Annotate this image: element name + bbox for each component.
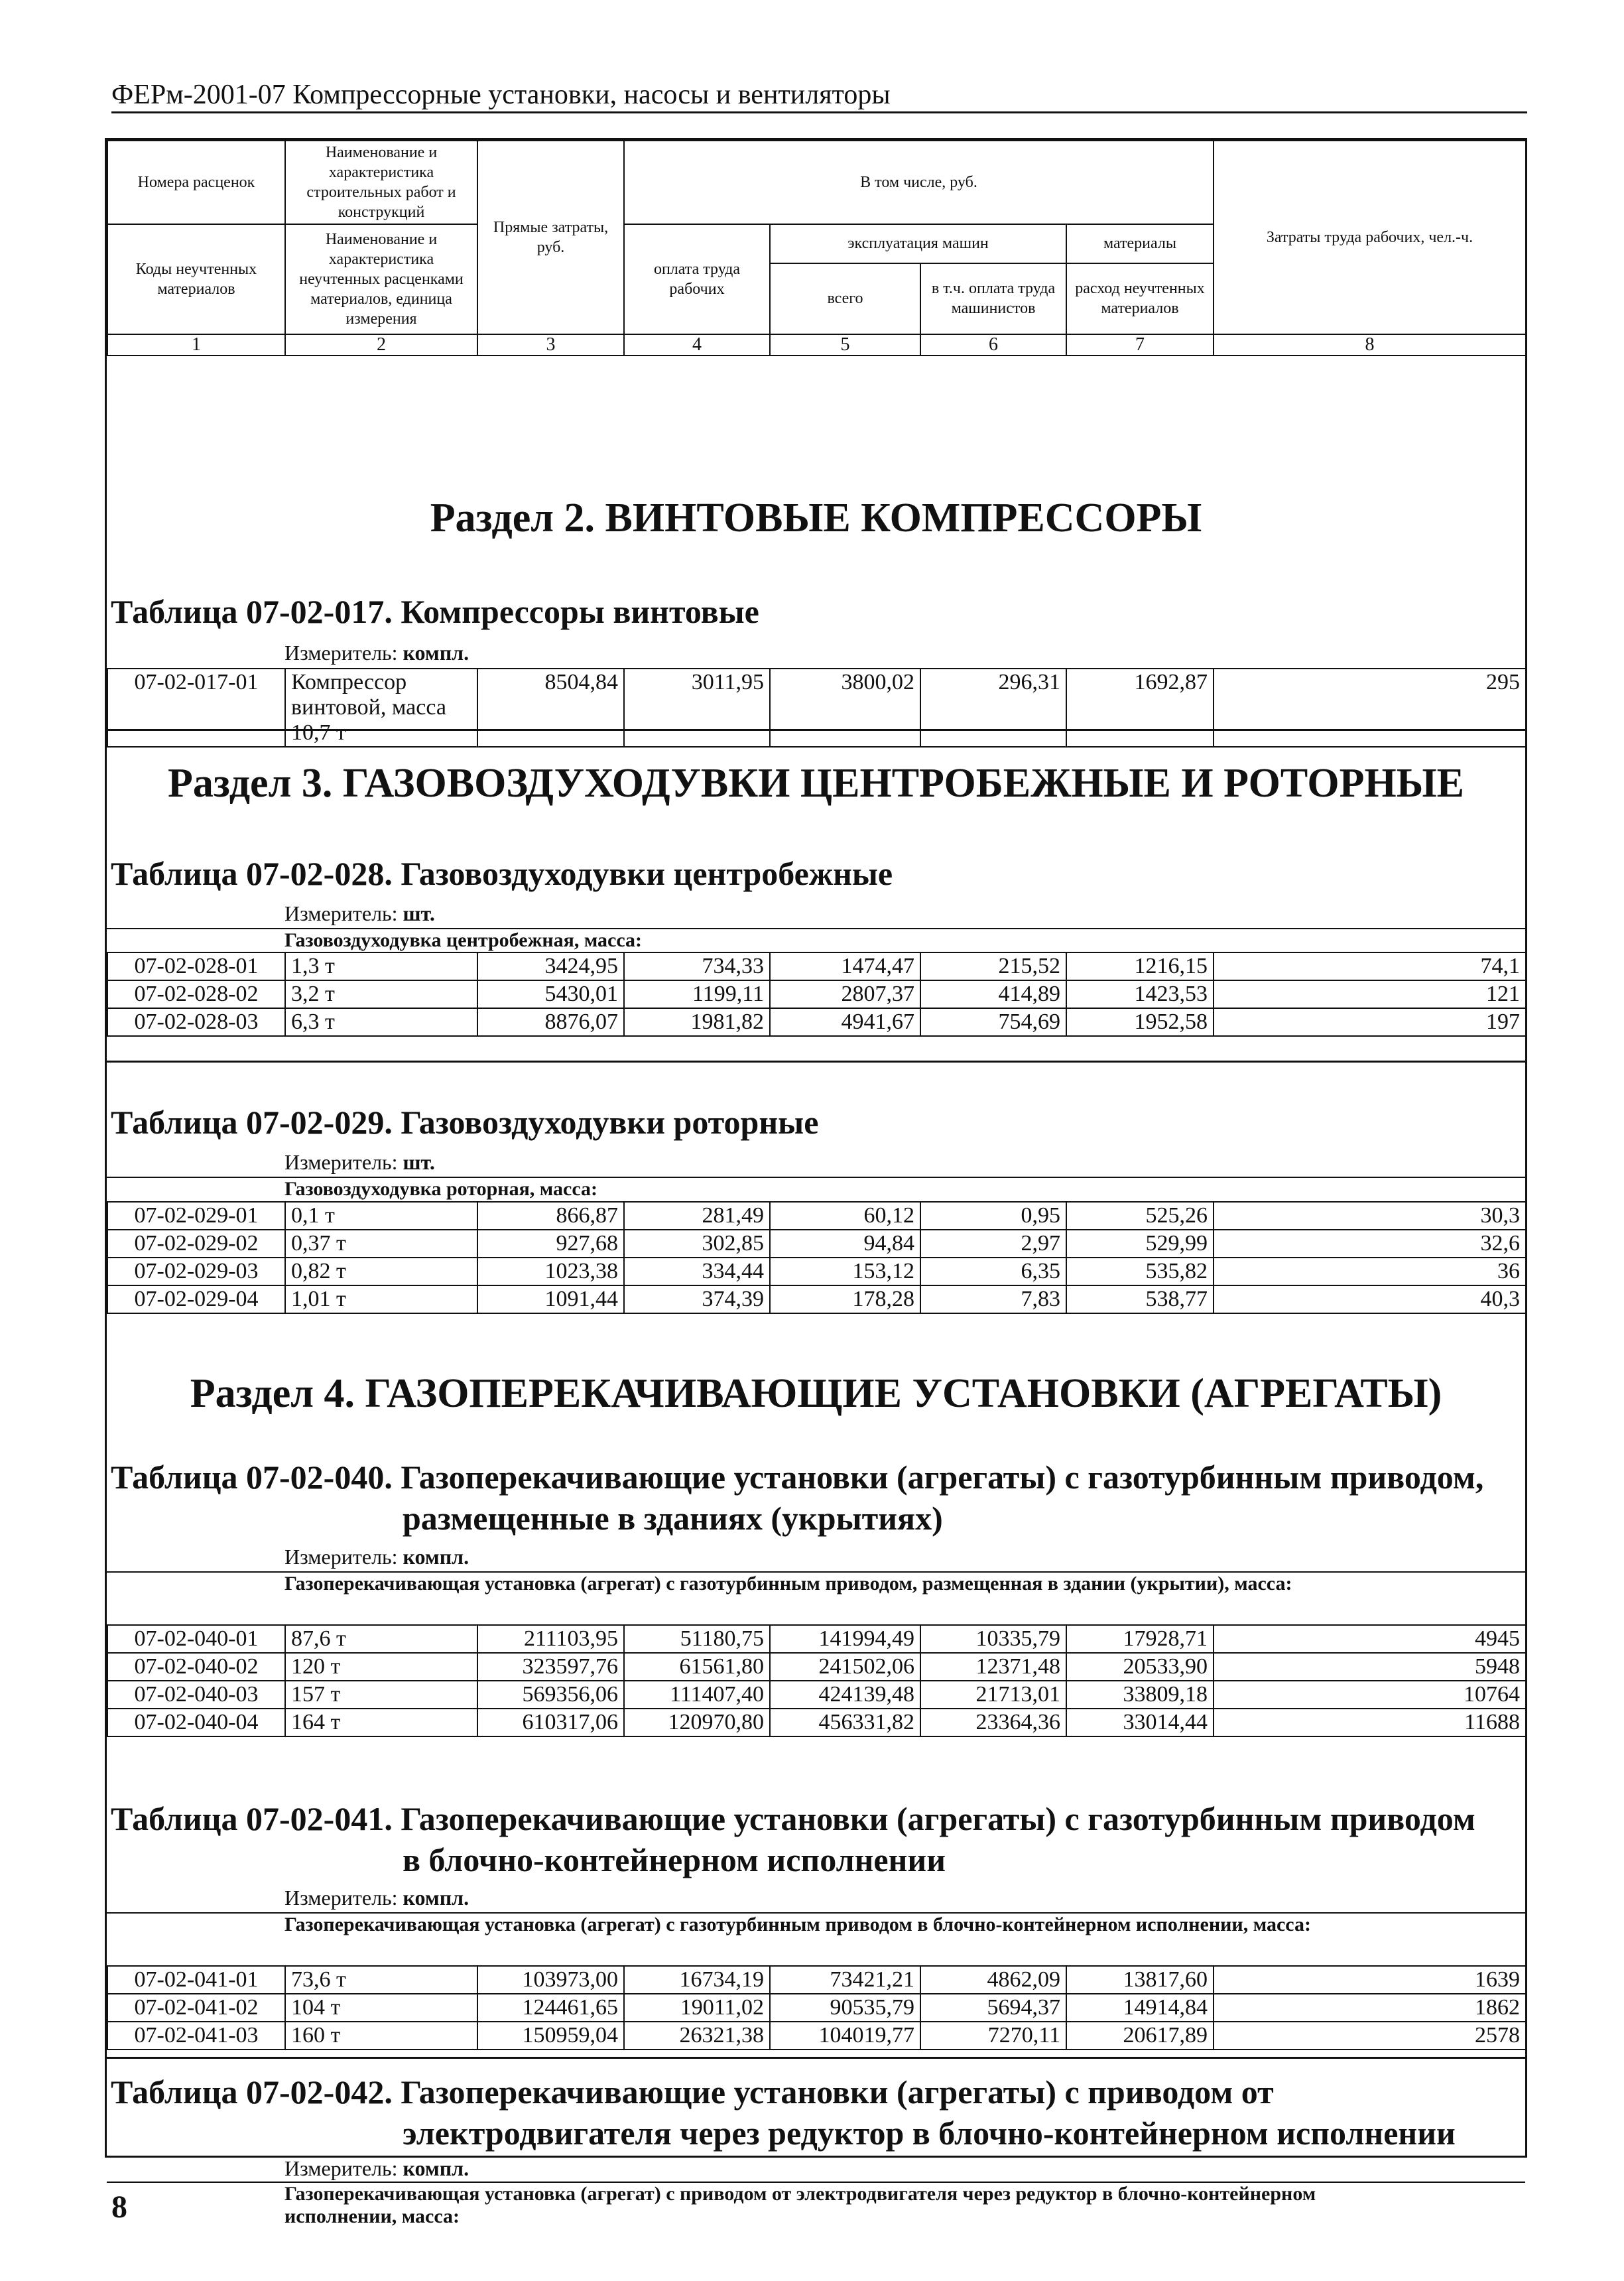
direct-costs-value: 569356,06 — [477, 1681, 624, 1709]
worker-pay-value: 281,49 — [624, 1202, 770, 1230]
column-number: 8 — [1214, 334, 1526, 356]
direct-costs-value: 927,68 — [477, 1230, 624, 1258]
table-040-meter — [284, 1545, 469, 1569]
rate-code: 07-02-029-01 — [107, 1202, 285, 1230]
meter-unit: шт. — [403, 901, 435, 925]
column-number: 4 — [624, 334, 770, 356]
table-row — [107, 1230, 1526, 1258]
direct-costs-value: 3424,95 — [477, 952, 624, 980]
table-row — [107, 1653, 1526, 1681]
materials-value: 1216,15 — [1066, 952, 1214, 980]
table-title-line: Таблица 07-02-042. Газоперекачивающие установки (агрегаты) с приводом от — [111, 2073, 1274, 2111]
labor-costs-value: 10764 — [1214, 1681, 1526, 1709]
rate-code: 07-02-040-02 — [107, 1653, 285, 1681]
rate-name: 3,2 т — [285, 980, 477, 1008]
labor-costs-value: 32,6 — [1214, 1230, 1526, 1258]
table-028-meter — [284, 901, 435, 925]
worker-pay-value: 120970,80 — [624, 1709, 770, 1736]
column-number: 5 — [770, 334, 920, 356]
labor-costs-value: 40,3 — [1214, 1285, 1526, 1313]
materials-value: 20533,90 — [1066, 1653, 1214, 1681]
header-material-codes: Коды неучтенных материалов — [107, 224, 285, 334]
direct-costs-value: 211103,95 — [477, 1625, 624, 1653]
rate-code: 07-02-041-01 — [107, 1966, 285, 1994]
machinist-pay-value: 5694,37 — [920, 1994, 1066, 2022]
machinist-pay-value: 23364,36 — [920, 1709, 1066, 1736]
table-row — [107, 1994, 1526, 2022]
materials-value: 13817,60 — [1066, 1966, 1214, 1994]
direct-costs-value: 610317,06 — [477, 1709, 624, 1736]
direct-costs-value: 1091,44 — [477, 1285, 624, 1313]
table-row — [107, 1625, 1526, 1653]
machinist-pay-value: 414,89 — [920, 980, 1066, 1008]
machinist-pay-value: 7,83 — [920, 1285, 1066, 1313]
labor-costs-value: 4945 — [1214, 1625, 1526, 1653]
machines-total-value: 60,12 — [770, 1202, 920, 1230]
worker-pay-value: 734,33 — [624, 952, 770, 980]
header-material-use: расход неучтенных материалов — [1066, 263, 1214, 334]
machinist-pay-value: 21713,01 — [920, 1681, 1066, 1709]
rate-code: 07-02-028-01 — [107, 952, 285, 980]
table-row — [107, 1258, 1526, 1285]
labor-costs-value: 36 — [1214, 1258, 1526, 1285]
header-work-name: Наименование и характеристика строительных работ и конструкций — [285, 141, 477, 224]
rate-name: 87,6 т — [285, 1625, 477, 1653]
materials-value: 525,26 — [1066, 1202, 1214, 1230]
materials-value: 33014,44 — [1066, 1709, 1214, 1736]
direct-costs-value: 8504,84 — [477, 669, 624, 747]
meter-unit: компл. — [403, 1545, 469, 1569]
labor-costs-value: 5948 — [1214, 1653, 1526, 1681]
labor-costs-value: 2578 — [1214, 2022, 1526, 2050]
rate-code: 07-02-040-04 — [107, 1709, 285, 1736]
materials-value: 17928,71 — [1066, 1625, 1214, 1653]
rate-code: 07-02-040-01 — [107, 1625, 285, 1653]
rate-name: 6,3 т — [285, 1008, 477, 1036]
materials-value: 20617,89 — [1066, 2022, 1214, 2050]
materials-value: 33809,18 — [1066, 1681, 1214, 1709]
labor-costs-value: 295 — [1214, 669, 1526, 747]
machines-total-value: 94,84 — [770, 1230, 920, 1258]
column-number: 3 — [477, 334, 624, 356]
column-number: 1 — [107, 334, 285, 356]
direct-costs-value: 8876,07 — [477, 1008, 624, 1036]
labor-costs-value: 1862 — [1214, 1994, 1526, 2022]
section-3-title: Раздел 3. ГАЗОВОЗДУХОДУВКИ ЦЕНТРОБЕЖНЫЕ И РОТОРНЫЕ — [168, 761, 1464, 806]
table-042-group: Газоперекачивающая установка (агрегат) с приводом от электродвигателя через редуктор в блочно-контейнерном исполнении, масса: — [107, 2182, 1525, 2228]
meter-label: Измеритель: — [284, 901, 398, 925]
table-028-group: Газовоздуходувка центробежная, масса: — [107, 928, 1525, 952]
machines-total-value: 73421,21 — [770, 1966, 920, 1994]
machines-total-value: 1474,47 — [770, 952, 920, 980]
machinist-pay-value: 215,52 — [920, 952, 1066, 980]
column-number: 7 — [1066, 334, 1214, 356]
header-material-names: Наименование и характеристика неучтенных расценками материалов, единица измерения — [285, 224, 477, 334]
machines-total-value: 424139,48 — [770, 1681, 920, 1709]
rate-name: 0,82 т — [285, 1258, 477, 1285]
labor-costs-value: 74,1 — [1214, 952, 1526, 980]
machinist-pay-value: 2,97 — [920, 1230, 1066, 1258]
worker-pay-value: 19011,02 — [624, 1994, 770, 2022]
worker-pay-value: 26321,38 — [624, 2022, 770, 2050]
worker-pay-value: 3011,95 — [624, 669, 770, 747]
table-title-line: Таблица 07-02-041. Газоперекачивающие установки (агрегаты) с газотурбинным приводом — [111, 1800, 1475, 1837]
table-041-meter — [284, 1886, 469, 1910]
rate-name: 0,37 т — [285, 1230, 477, 1258]
rate-name: 160 т — [285, 2022, 477, 2050]
machinist-pay-value: 7270,11 — [920, 2022, 1066, 2050]
machines-total-value: 241502,06 — [770, 1653, 920, 1681]
meter-label: Измеритель: — [284, 1886, 398, 1910]
machines-total-value: 4941,67 — [770, 1008, 920, 1036]
materials-value: 1952,58 — [1066, 1008, 1214, 1036]
table-040-rows — [107, 1624, 1527, 1737]
worker-pay-value: 334,44 — [624, 1258, 770, 1285]
materials-value: 1423,53 — [1066, 980, 1214, 1008]
rate-name: 157 т — [285, 1681, 477, 1709]
meter-unit: компл. — [403, 2156, 469, 2180]
header-rate-numbers: Номера расценок — [107, 141, 285, 224]
direct-costs-value: 866,87 — [477, 1202, 624, 1230]
table-029-title: Таблица 07-02-029. Газовоздуходувки роторные — [111, 1104, 819, 1141]
machines-total-value: 456331,82 — [770, 1709, 920, 1736]
direct-costs-value: 1023,38 — [477, 1258, 624, 1285]
table-017-rows — [107, 668, 1527, 748]
rate-name: 0,1 т — [285, 1202, 477, 1230]
column-number: 6 — [920, 334, 1066, 356]
header-machines-total: всего — [770, 263, 920, 334]
header-including: В том числе, руб. — [624, 141, 1214, 224]
worker-pay-value: 51180,75 — [624, 1625, 770, 1653]
rate-name: Компрессор винтовой, масса 10,7 т — [285, 669, 477, 747]
table-042-title — [111, 2071, 1523, 2154]
table-row — [107, 1709, 1526, 1736]
header-machines: эксплуатация машин — [770, 224, 1066, 263]
worker-pay-value: 16734,19 — [624, 1966, 770, 1994]
labor-costs-value: 1639 — [1214, 1966, 1526, 1994]
table-028-rows — [107, 952, 1527, 1037]
rate-name: 73,6 т — [285, 1966, 477, 1994]
table-029-rows — [107, 1201, 1527, 1314]
table-row — [107, 952, 1526, 980]
table-row — [107, 2022, 1526, 2050]
header-labor-costs: Затраты труда рабочих, чел.-ч. — [1214, 141, 1526, 334]
header-materials: материалы — [1066, 224, 1214, 263]
table-row — [107, 1966, 1526, 1994]
section-2-title: Раздел 2. ВИНТОВЫЕ КОМПРЕССОРЫ — [430, 495, 1202, 541]
direct-costs-value: 103973,00 — [477, 1966, 624, 1994]
table-041-group: Газоперекачивающая установка (агрегат) с газотурбинным приводом в блочно-контейнерном исполнении, масса: — [107, 1912, 1525, 1936]
machinist-pay-value: 10335,79 — [920, 1625, 1066, 1653]
table-title-line: размещенные в зданиях (укрытиях) — [403, 1500, 943, 1537]
header-worker-pay: оплата труда рабочих — [624, 224, 770, 334]
table-017-meter — [284, 641, 469, 665]
rate-code: 07-02-041-03 — [107, 2022, 285, 2050]
document-frame — [105, 138, 1527, 2227]
page-number: 8 — [111, 2189, 127, 2225]
meter-unit: шт. — [403, 1150, 435, 1174]
rate-name: 1,3 т — [285, 952, 477, 980]
materials-value: 538,77 — [1066, 1285, 1214, 1313]
table-row — [107, 980, 1526, 1008]
machinist-pay-value: 0,95 — [920, 1202, 1066, 1230]
table-title-line: электродвигателя через редуктор в блочно-контейнерном исполнении — [403, 2115, 1456, 2152]
table-row — [107, 669, 1526, 747]
materials-value: 1692,87 — [1066, 669, 1214, 747]
direct-costs-value: 5430,01 — [477, 980, 624, 1008]
machines-total-value: 2807,37 — [770, 980, 920, 1008]
materials-value: 535,82 — [1066, 1258, 1214, 1285]
rate-name: 164 т — [285, 1709, 477, 1736]
rate-code: 07-02-017-01 — [107, 669, 285, 747]
direct-costs-value: 323597,76 — [477, 1653, 624, 1681]
table-029-group: Газовоздуходувка роторная, масса: — [107, 1177, 1525, 1201]
section-divider — [107, 729, 1525, 731]
meter-label: Измеритель: — [284, 1150, 398, 1174]
materials-value: 529,99 — [1066, 1230, 1214, 1258]
table-041-rows — [107, 1965, 1527, 2050]
rate-code: 07-02-029-04 — [107, 1285, 285, 1313]
table-040-title — [111, 1457, 1523, 1539]
labor-costs-value: 121 — [1214, 980, 1526, 1008]
machinist-pay-value: 4862,09 — [920, 1966, 1066, 1994]
table-042-meter — [284, 2156, 469, 2180]
machines-total-value: 90535,79 — [770, 1994, 920, 2022]
worker-pay-value: 374,39 — [624, 1285, 770, 1313]
worker-pay-value: 61561,80 — [624, 1653, 770, 1681]
labor-costs-value: 11688 — [1214, 1709, 1526, 1736]
table-029-meter — [284, 1150, 435, 1174]
running-head: ФЕРм-2001-07 Компрессорные установки, насосы и вентиляторы — [111, 80, 1527, 113]
direct-costs-value: 124461,65 — [477, 1994, 624, 2022]
meter-unit: компл. — [403, 641, 469, 665]
table-017-title: Таблица 07-02-017. Компрессоры винтовые — [111, 593, 759, 630]
materials-value: 14914,84 — [1066, 1994, 1214, 2022]
table-row — [107, 1681, 1526, 1709]
machinist-pay-value: 754,69 — [920, 1008, 1066, 1036]
rate-name: 104 т — [285, 1994, 477, 2022]
table-040-group: Газоперекачивающая установка (агрегат) с газотурбинным приводом, размещенная в здании (укрытии), масса: — [107, 1571, 1525, 1595]
column-number: 2 — [285, 334, 477, 356]
header-machinist-pay: в т.ч. оплата труда машинистов — [920, 263, 1066, 334]
machinist-pay-value: 6,35 — [920, 1258, 1066, 1285]
column-header — [107, 140, 1527, 356]
rate-code: 07-02-029-02 — [107, 1230, 285, 1258]
direct-costs-value: 150959,04 — [477, 2022, 624, 2050]
machinist-pay-value: 296,31 — [920, 669, 1066, 747]
table-row — [107, 1285, 1526, 1313]
machinist-pay-value: 12371,48 — [920, 1653, 1066, 1681]
machines-total-value: 3800,02 — [770, 669, 920, 747]
worker-pay-value: 111407,40 — [624, 1681, 770, 1709]
meter-label: Измеритель: — [284, 641, 398, 665]
table-row — [107, 1202, 1526, 1230]
rate-name: 1,01 т — [285, 1285, 477, 1313]
worker-pay-value: 1199,11 — [624, 980, 770, 1008]
table-title-line: Таблица 07-02-040. Газоперекачивающие установки (агрегаты) с газотурбинным приводом, — [111, 1459, 1484, 1496]
table-divider — [107, 1061, 1525, 1063]
table-041-title — [111, 1798, 1523, 1880]
rate-code: 07-02-029-03 — [107, 1258, 285, 1285]
table-divider — [107, 2057, 1525, 2059]
machines-total-value: 104019,77 — [770, 2022, 920, 2050]
table-row — [107, 1008, 1526, 1036]
meter-unit: компл. — [403, 1886, 469, 1910]
table-028-title: Таблица 07-02-028. Газовоздуходувки центробежные — [111, 855, 893, 892]
rate-name: 120 т — [285, 1653, 477, 1681]
machines-total-value: 153,12 — [770, 1258, 920, 1285]
worker-pay-value: 302,85 — [624, 1230, 770, 1258]
worker-pay-value: 1981,82 — [624, 1008, 770, 1036]
section-4-title: Раздел 4. ГАЗОПЕРЕКАЧИВАЮЩИЕ УСТАНОВКИ (АГРЕГАТЫ) — [190, 1371, 1442, 1416]
rate-code: 07-02-040-03 — [107, 1681, 285, 1709]
header-direct-costs: Прямые затраты, руб. — [477, 141, 624, 334]
meter-label: Измеритель: — [284, 1545, 398, 1569]
labor-costs-value: 197 — [1214, 1008, 1526, 1036]
meter-label: Измеритель: — [284, 2156, 398, 2180]
labor-costs-value: 30,3 — [1214, 1202, 1526, 1230]
rate-code: 07-02-028-03 — [107, 1008, 285, 1036]
rate-code: 07-02-041-02 — [107, 1994, 285, 2022]
machines-total-value: 141994,49 — [770, 1625, 920, 1653]
rate-code: 07-02-028-02 — [107, 980, 285, 1008]
table-title-line: в блочно-контейнерном исполнении — [403, 1841, 946, 1878]
machines-total-value: 178,28 — [770, 1285, 920, 1313]
